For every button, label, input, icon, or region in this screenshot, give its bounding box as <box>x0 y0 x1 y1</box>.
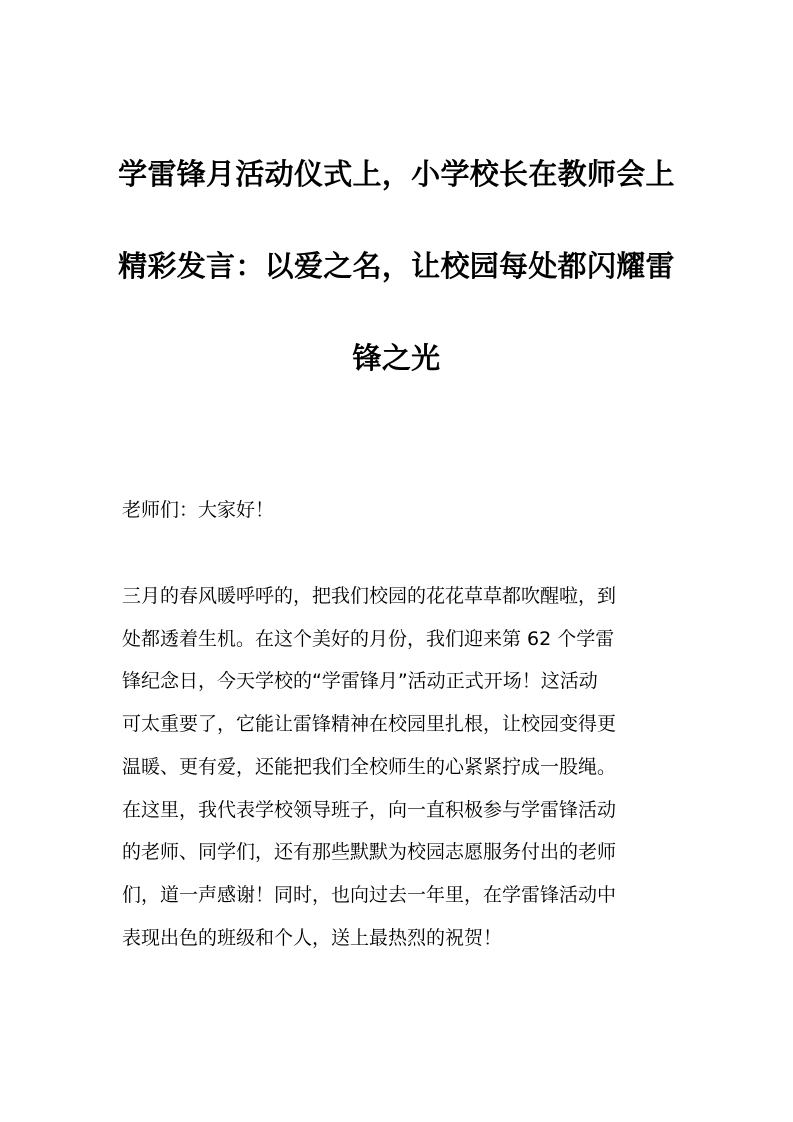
paragraph-line: 在这里，我代表学校领导班子，向一直积极参与学雷锋活动 <box>122 798 617 821</box>
paragraph-line: 处都透着生机。在这个美好的月份，我们迎来第 62 个学雷 <box>122 627 615 650</box>
paragraph-line: 表现出色的班级和个人，送上最热烈的祝贺！ <box>122 926 503 949</box>
document-body <box>122 495 677 959</box>
paragraph-line: 们，道一声感谢！同时，也向过去一年里，在学雷锋活动中 <box>122 883 617 906</box>
paragraph-line: 可太重要了，它能让雷锋精神在校园里扎根，让校园变得更 <box>122 713 617 736</box>
document-title <box>110 128 683 404</box>
title-line: 学雷锋月活动仪式上，小学校长在教师会上 <box>118 157 675 191</box>
paragraph-line: 温暖、更有爱，还能把我们全校师生的心紧紧拧成一股绳。 <box>122 755 617 778</box>
paragraph <box>122 575 677 959</box>
greeting: 老师们：大家好！ <box>122 499 275 521</box>
paragraph-line: 三月的春风暖呼呼的，把我们校园的花花草草都吹醒啦，到 <box>122 585 617 607</box>
title-line: 锋之光 <box>352 341 441 375</box>
paragraph-line: 锋纪念日，今天学校的“学雷锋月”活动正式开场！这活动 <box>122 670 598 693</box>
title-line: 精彩发言：以爱之名，让校园每处都闪耀雷 <box>118 249 675 283</box>
paragraph-line: 的老师、同学们，还有那些默默为校园志愿服务付出的老师 <box>122 841 617 864</box>
